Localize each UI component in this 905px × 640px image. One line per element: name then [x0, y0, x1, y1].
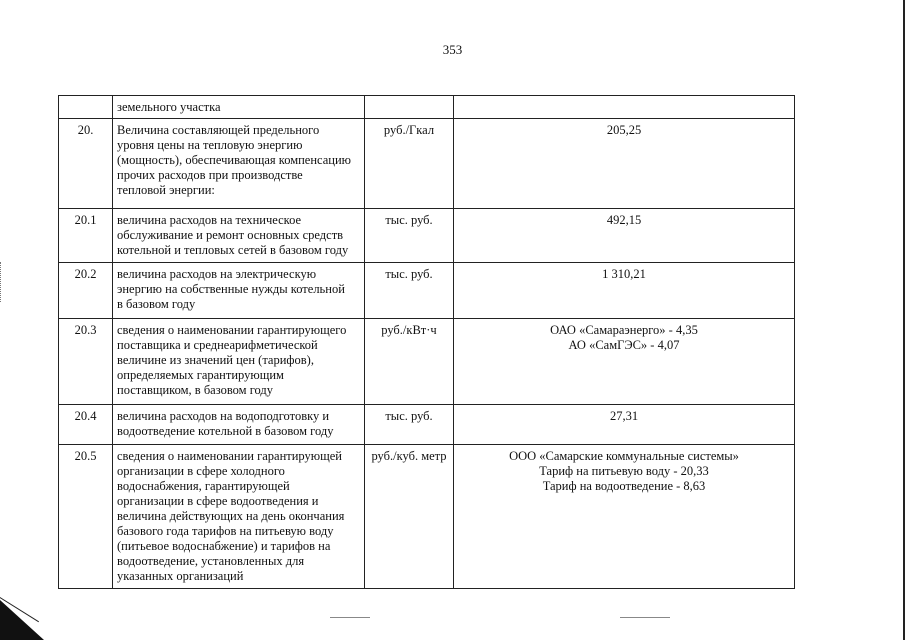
description-line: организации в сфере холодного — [117, 464, 285, 478]
value-line: Тариф на водоотведение - 8,63 — [542, 479, 706, 493]
value-line: ОАО «Самараэнерго» - 4,35 — [550, 323, 698, 337]
row-description — [113, 405, 365, 445]
description-line: величина расходов на техническое — [117, 213, 302, 227]
description-line: уровня цены на тепловую энергию — [117, 138, 303, 152]
scan-smudge — [330, 617, 370, 618]
description-line: земельного участка — [117, 100, 221, 114]
description-line: поставщиком, в базовом году — [117, 383, 274, 397]
description-line: величине из значений цен (тарифов), — [117, 353, 314, 367]
scan-smudge — [620, 617, 670, 618]
description-line: указанных организаций — [117, 569, 244, 583]
row-value — [454, 445, 795, 589]
description-line: Величина составляющей предельного — [117, 123, 320, 137]
tariff-table — [58, 95, 795, 589]
table-row — [59, 209, 795, 263]
description-line: водоотведение, установленных для — [117, 554, 305, 568]
description-line: котельной и тепловых сетей в базовом году — [117, 243, 349, 257]
description-line: (питьевое водоснабжение) и тарифов на — [117, 539, 331, 553]
row-unit: тыс. руб. — [365, 209, 454, 263]
description-line: величина расходов на водоподготовку и — [117, 409, 330, 423]
row-number: 20.3 — [59, 319, 113, 405]
description-line: энергию на собственные нужды котельной — [117, 282, 345, 296]
row-unit: руб./куб. метр — [365, 445, 454, 589]
row-description — [113, 319, 365, 405]
row-value — [454, 119, 795, 209]
value-line: Тариф на питьевую воду - 20,33 — [539, 464, 709, 478]
row-value — [454, 263, 795, 319]
table-row — [59, 96, 795, 119]
row-number: 20.2 — [59, 263, 113, 319]
row-unit: тыс. руб. — [365, 263, 454, 319]
description-line: определяемых гарантирующим — [117, 368, 284, 382]
description-line: величина действующих на день окончания — [117, 509, 345, 523]
row-number: 20.4 — [59, 405, 113, 445]
table-row — [59, 445, 795, 589]
description-line: сведения о наименовании гарантирующего — [117, 323, 347, 337]
description-line: в базовом году — [117, 297, 196, 311]
value-line: 492,15 — [606, 213, 642, 227]
table-row — [59, 319, 795, 405]
row-value — [454, 209, 795, 263]
scan-left-mark — [0, 262, 3, 302]
row-description — [113, 445, 365, 589]
row-unit: руб./Гкал — [365, 119, 454, 209]
page-number: 353 — [442, 42, 463, 57]
row-description — [113, 209, 365, 263]
table-row — [59, 405, 795, 445]
description-line: поставщика и среднеарифметической — [117, 338, 318, 352]
row-number: 20.1 — [59, 209, 113, 263]
value-line: ООО «Самарские коммунальные системы» — [509, 449, 739, 463]
value-line: 27,31 — [609, 409, 639, 423]
row-unit — [365, 96, 454, 119]
row-description — [113, 263, 365, 319]
row-unit: тыс. руб. — [365, 405, 454, 445]
row-number: 20. — [59, 119, 113, 209]
description-line: тепловой энергии: — [117, 183, 215, 197]
row-description — [113, 96, 365, 119]
description-line: сведения о наименовании гарантирующей — [117, 449, 342, 463]
value-line: 205,25 — [606, 123, 642, 137]
row-description — [113, 119, 365, 209]
value-line: 1 310,21 — [602, 267, 646, 281]
row-number — [59, 96, 113, 119]
row-value — [454, 96, 795, 119]
value-line: АО «СамГЭС» - 4,07 — [568, 338, 680, 352]
description-line: организации в сфере водоотведения и — [117, 494, 319, 508]
description-line: водоотведение котельной в базовом году — [117, 424, 334, 438]
description-line: прочих расходов при производстве — [117, 168, 303, 182]
table-row — [59, 263, 795, 319]
row-number: 20.5 — [59, 445, 113, 589]
row-value — [454, 405, 795, 445]
description-line: базового года тарифов на питьевую воду — [117, 524, 334, 538]
description-line: обслуживание и ремонт основных средств — [117, 228, 344, 242]
row-value — [454, 319, 795, 405]
description-line: величина расходов на электрическую — [117, 267, 317, 281]
description-line: водоснабжения, гарантирующей — [117, 479, 290, 493]
row-unit: руб./кВт·ч — [365, 319, 454, 405]
table-row — [59, 119, 795, 209]
description-line: (мощность), обеспечивающая компенсацию — [117, 153, 352, 167]
